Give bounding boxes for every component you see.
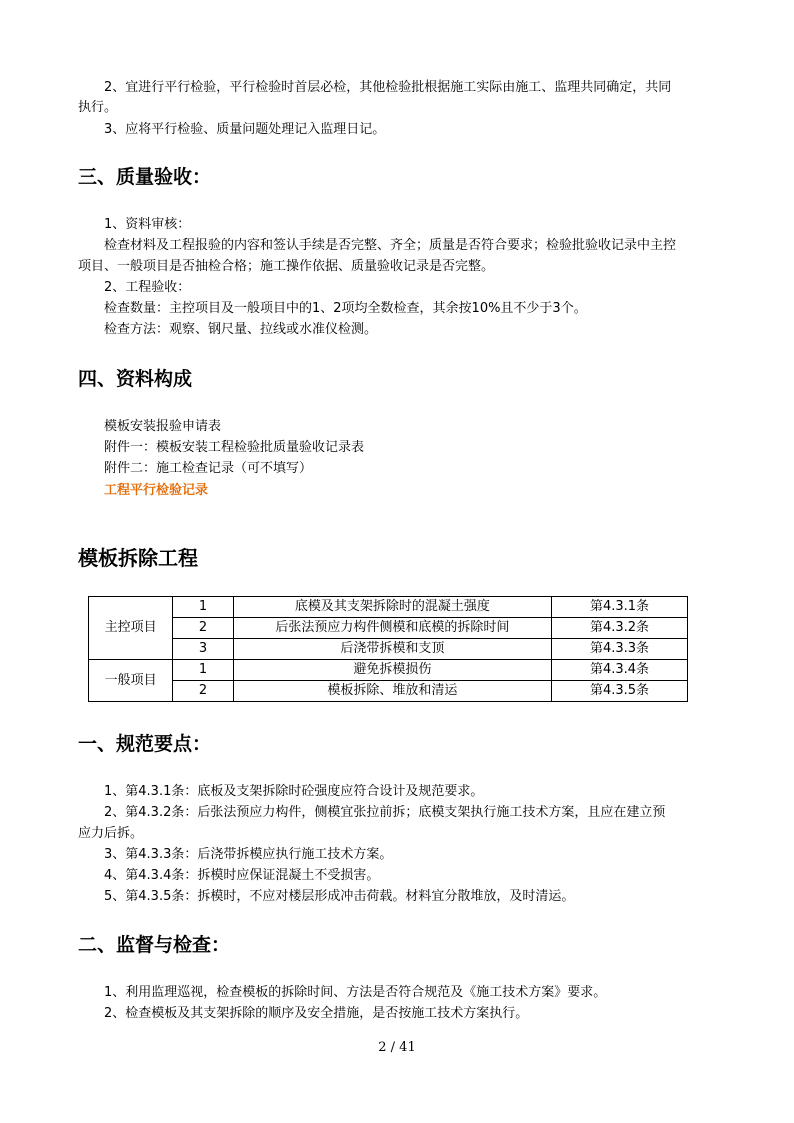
text-line: 执行。 — [78, 100, 118, 115]
row-number: 2 — [173, 618, 234, 639]
text-line: 1、资料审核： — [104, 217, 191, 232]
row-item: 底模及其支架拆除时的混凝土强度 — [233, 597, 551, 618]
text-line: 1、利用监理巡视，检查模板的拆除时间、方法是否符合规范及《施工技术方案》要求。 — [104, 985, 607, 1000]
text-line: 项目、一般项目是否抽检合格；施工操作依据、质量验收记录是否完整。 — [78, 259, 495, 274]
row-clause: 第4.3.2条 — [551, 618, 687, 639]
row-clause: 第4.3.4条 — [551, 660, 687, 681]
row-number: 2 — [173, 681, 234, 702]
text-line: 2、宜进行平行检验，平行检验时首层必检，其他检验批根据施工实际由施工、监理共同确定，共同 — [104, 80, 672, 95]
text-line: 1、第4.3.1条：底板及支架拆除时砼强度应符合设计及规范要求。 — [104, 784, 484, 799]
row-clause: 第4.3.1条 — [551, 597, 687, 618]
row-item: 后张法预应力构件侧模和底模的拆除时间 — [233, 618, 551, 639]
row-clause: 第4.3.5条 — [551, 681, 687, 702]
text-line: 检查数量：主控项目及一般项目中的1、2项均全数检查，其余按10%且不少于3个。 — [104, 301, 587, 316]
table-row — [89, 639, 688, 660]
group-label: 主控项目 — [89, 597, 173, 660]
text-line: 2、第4.3.2条：后张法预应力构件，侧模宜张拉前拆；底模支架执行施工技术方案，且应在建立预 — [104, 805, 666, 820]
row-item: 后浇带拆模和支顶 — [233, 639, 551, 660]
group-label: 一般项目 — [89, 660, 173, 702]
page-title: 模板拆除工程 — [78, 546, 198, 570]
row-number: 1 — [173, 660, 234, 681]
text-line: 5、第4.3.5条：拆模时，不应对楼层形成冲击荷载。材料宜分散堆放，及时清运。 — [104, 889, 575, 904]
text-line: 检查材料及工程报验的内容和签认手续是否完整、齐全；质量是否符合要求；检验批验收记录中主控 — [104, 238, 677, 253]
table-row — [89, 660, 688, 681]
text-line: 4、第4.3.4条：拆模时应保证混凝土不受损害。 — [104, 868, 380, 883]
table-row — [89, 618, 688, 639]
spec-table — [88, 596, 688, 702]
row-number: 1 — [173, 597, 234, 618]
section-heading: 一、规范要点： — [78, 733, 212, 755]
text-line: 附件二：施工检查记录（可不填写） — [104, 461, 313, 476]
text-line: 2、工程验收： — [104, 280, 191, 295]
row-clause: 第4.3.3条 — [551, 639, 687, 660]
text-line: 附件一：模板安装工程检验批质量验收记录表 — [104, 440, 365, 455]
table-row — [89, 597, 688, 618]
page-number: 2 / 41 — [378, 1040, 416, 1055]
row-item: 避免拆模损伤 — [233, 660, 551, 681]
text-line: 3、应将平行检验、质量问题处理记入监理日记。 — [104, 122, 386, 137]
row-number: 3 — [173, 639, 234, 660]
row-item: 模板拆除、堆放和清运 — [233, 681, 551, 702]
section-heading: 二、监督与检查： — [78, 934, 231, 956]
section-heading: 四、资料构成 — [78, 368, 193, 390]
section-heading: 三、质量验收： — [78, 166, 212, 188]
text-line: 3、第4.3.3条：后浇带拆模应执行施工技术方案。 — [104, 847, 393, 862]
text-line: 应力后拆。 — [78, 826, 144, 841]
highlighted-link-text: 工程平行检验记录 — [104, 483, 209, 498]
text-line: 模板安装报验申请表 — [104, 419, 222, 434]
table-row — [89, 681, 688, 702]
text-line: 检查方法：观察、钢尺量、拉线或水准仪检测。 — [104, 322, 378, 337]
text-line: 2、检查模板及其支架拆除的顺序及安全措施，是否按施工技术方案执行。 — [104, 1006, 529, 1021]
